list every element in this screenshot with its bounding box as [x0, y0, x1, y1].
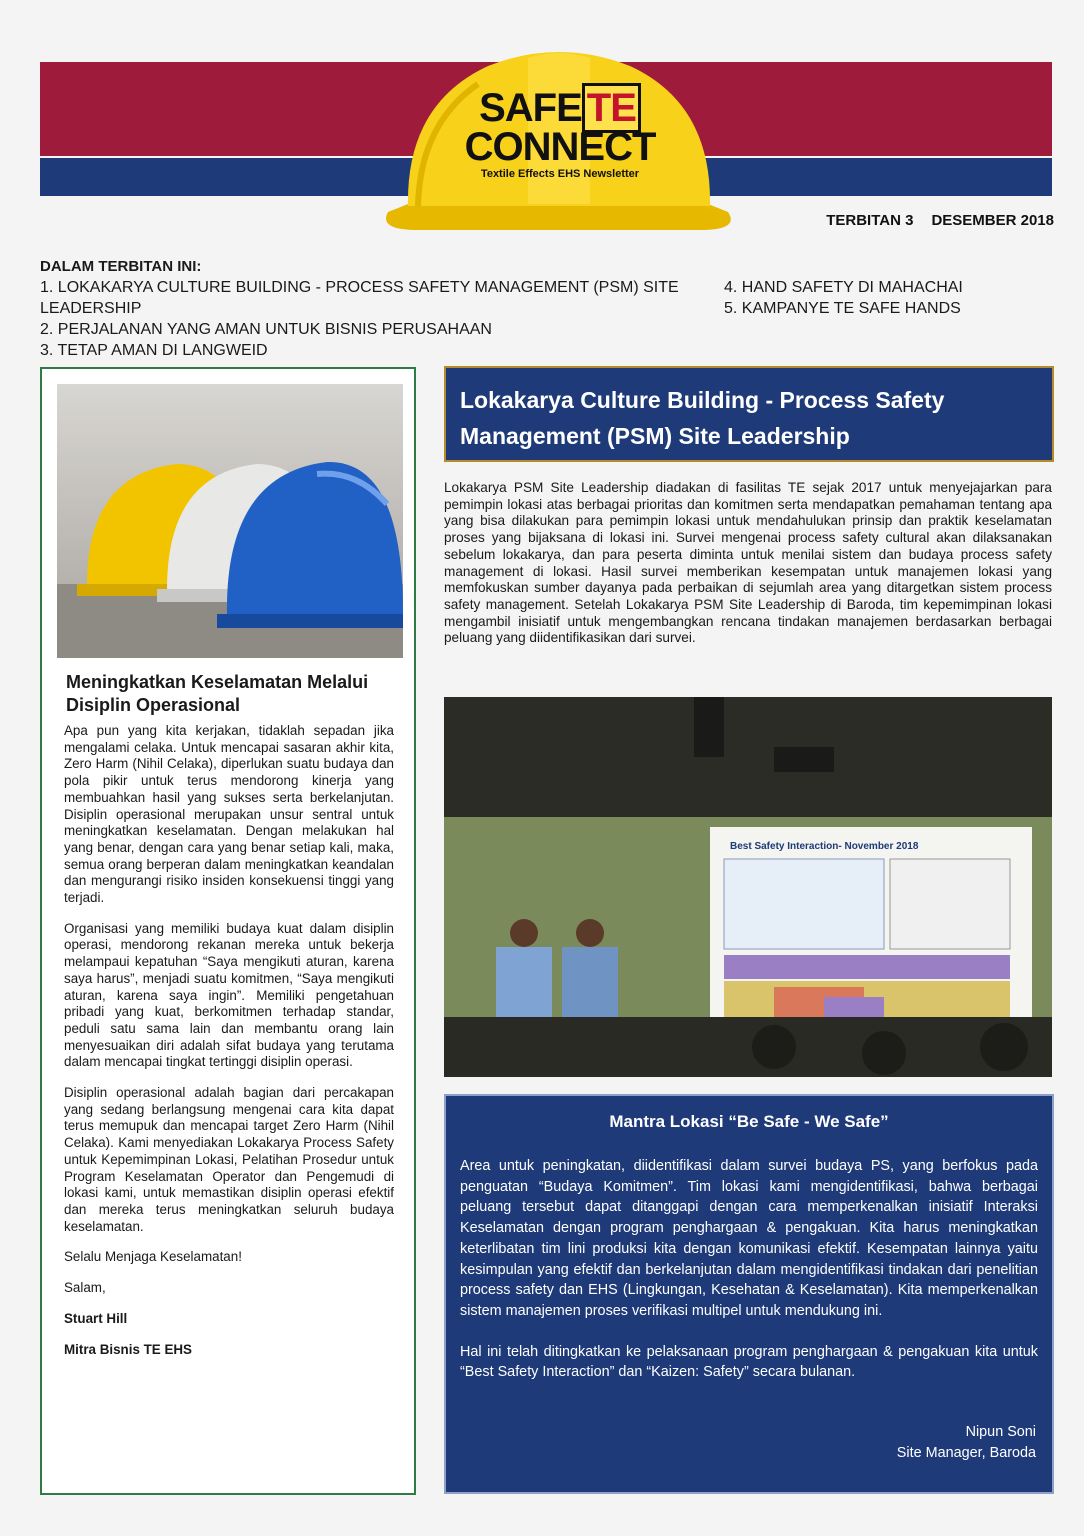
- left-signature-role: Mitra Bisnis TE EHS: [64, 1341, 192, 1357]
- issue-info: [808, 212, 1054, 229]
- left-paragraph: Organisasi yang memiliki budaya kuat dalam disiplin operasi, mendorong rekanan mereka untuk bekerja melampaui kepatuhan “Saya mengikuti aturan, karena saya harus”, menjadi suatu komitmen, “Saya mengikuti aturan, karena saya ingin”. Memiliki pengetahuan pribadi yang kuat, berkomitmen terhadap standar, peduli satu sama lain dan membantu orang lain menyesuaikan diri adalah sifat budaya yang terutama dalam mencapai tingkat tertinggi disiplin operasi.: [64, 920, 394, 1070]
- mantra-box: [444, 1094, 1054, 1494]
- mantra-paragraph: Area untuk peningkatan, diidentifikasi dalam survei budaya PS, yang berfokus pada penguatan “Budaya Komitmen”. Tim lokasi kami mengidentifikasi, bahwa berbagai peluang tersebut dapat ditanggapi dengan cara memperkenalkan inisiatif Interaksi Keselamatan dengan program penghargaan & pengakuan. Kita harus meningkatkan keterlibatan tim lini produksi kita dengan komunikasi efektif. Kesempatan lainnya yaitu kesimpulan yang efektif dan berkelanjutan dalam mengidentifikasi tindakan dari penelitian process safety dan EHS (Lingkungan, Kesehatan & Keselamatan). Kita memperkenalkan sistem manajemen proses verifikasi multipel untuk mendukung ini.: [460, 1158, 1038, 1319]
- toc-item: 3. TETAP AMAN DI LANGWEID: [40, 342, 268, 359]
- mantra-body: [460, 1156, 1038, 1403]
- mantra-paragraph: Hal ini telah ditingkatkan ke pelaksanaan program penghargaan & pengakuan kita untuk “Best Safety Interaction” dan “Kaizen: Safety” secara bulanan.: [460, 1343, 1038, 1381]
- newsletter-logo: [430, 88, 690, 180]
- right-article-title: Lokakarya Culture Building - Process Safety Management (PSM) Site Leadership: [460, 387, 945, 449]
- left-paragraph: Salam,: [64, 1280, 106, 1296]
- toc-item: 1. LOKAKARYA CULTURE BUILDING - PROCESS SAFETY MANAGEMENT (PSM) SITE LEADERSHIP: [40, 279, 679, 317]
- toc-item: 2. PERJALANAN YANG AMAN UNTUK BISNIS PERUSAHAAN: [40, 321, 492, 338]
- slide-title: Best Safety Interaction- November 2018: [730, 841, 919, 852]
- mantra-signature: [897, 1422, 1036, 1464]
- issue-date: DESEMBER 2018: [931, 212, 1054, 229]
- right-article-intro: Lokakarya PSM Site Leadership diadakan di fasilitas TE sejak 2017 untuk menyejajarkan para pemimpin lokasi atas berbagai prioritas dan komitmen serta mendapatkan pemahaman tentang apa yang bisa dilakukan para pemimpin lokasi untuk mendahulukan prinsip dan praktik keselamatan proses yang bijaksana di lokasi ini. Survei mengenai process safety cultural akan dilaksanakan sebelum lokakarya, dan para peserta diminta untuk menilai sistem dan budaya process safety management di lokasi. Hasil survei memberikan kesempatan untuk manajemen lokasi yang memfokuskan sumber dayanya pada perbaikan di sejumlah area yang ditargetkan sistem process safety management. Setelah Lokakarya PSM Site Leadership di Baroda, tim kepemimpinan lokasi mengambil inisiatif untuk mengembangkan rencana tindakan manajemen berdasarkan berbagai peluang yang diidentifikasikan dari survei.: [444, 480, 1052, 646]
- logo-connect: CONNECT: [464, 125, 656, 169]
- left-paragraph: Disiplin operasional adalah bagian dari percakapan yang sedang berlangsung mengenai cara kita dapat terus memupuk dan mencapai target Zero Harm (Nihil Celaka). Kami menyediakan Lokakarya Process Safety untuk Kepemimpinan Lokasi, Pelatihan Prosedur untuk Program Keselamatan Operator dan Pengemudi di lokasi kami, untuk memastikan disiplin operasi efektif dan mereka terus meningkatkan seluruh budaya keselamatan.: [64, 1085, 394, 1234]
- right-article-header: [444, 366, 1054, 462]
- mantra-signature-name: Nipun Soni: [965, 1424, 1036, 1440]
- hard-hats-photo: [57, 384, 403, 658]
- toc-title: DALAM TERBITAN INI:: [40, 258, 202, 275]
- toc-item: 4. HAND SAFETY DI MAHACHAI: [724, 279, 963, 296]
- table-of-contents: [40, 258, 1050, 361]
- toc-item: 5. KAMPANYE TE SAFE HANDS: [724, 300, 961, 317]
- mantra-signature-role: Site Manager, Baroda: [896, 1445, 1036, 1461]
- left-paragraph: Apa pun yang kita kerjakan, tidaklah sepadan jika mengalami celaka. Untuk mencapai sasaran akhir kita, Zero Harm (Nihil Celaka), diperlukan suatu budaya dan pola pikir untuk terus mendorong kinerja yang membuahkan hasil yang sukses serta berkelanjutan. Disiplin operasional merupakan unsur sentral untuk meningkatkan keselamatan. Dengan melakukan hal yang benar, dengan cara yang benar setiap kali, maka, semua orang berperan dalam meningkatkan keandalan dan mengurangi risiko insiden konsekuensi tinggi yang terjadi.: [64, 723, 394, 906]
- workshop-photo: [444, 697, 1052, 1077]
- logo-te: TE: [582, 83, 641, 133]
- left-paragraph: Selalu Menjaga Keselamatan!: [64, 1249, 242, 1265]
- mantra-title: Mantra Lokasi “Be Safe - We Safe”: [609, 1112, 889, 1131]
- left-article-body: [64, 723, 394, 1372]
- left-signature-name: Stuart Hill: [64, 1310, 128, 1326]
- left-article-box: [40, 367, 416, 1495]
- logo-subtitle: Textile Effects EHS Newsletter: [480, 168, 640, 180]
- logo-safe: SAFE: [479, 86, 582, 130]
- issue-number: TERBITAN 3: [826, 212, 914, 229]
- left-article-title: Meningkatkan Keselamatan Melalui Disiplin Operasional: [66, 672, 369, 715]
